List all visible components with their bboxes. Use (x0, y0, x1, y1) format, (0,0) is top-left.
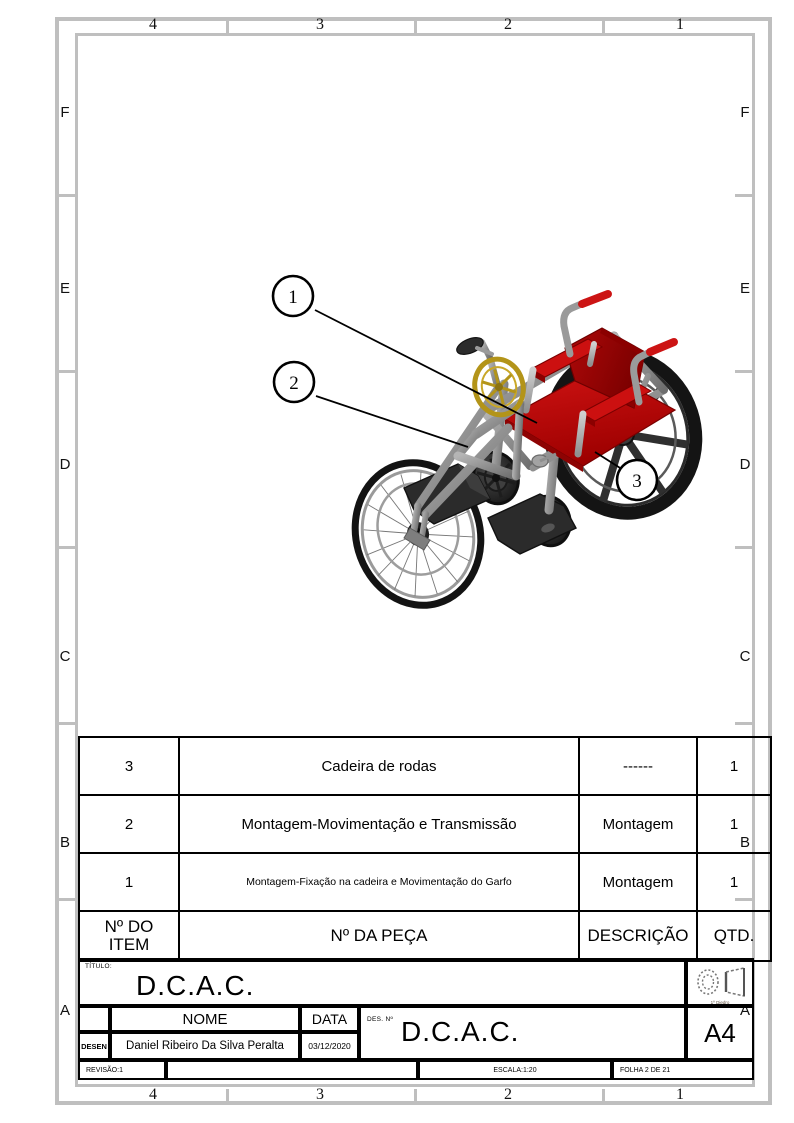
designer-date: 03/12/2020 (300, 1032, 359, 1060)
bom-part-number: Montagem-Fixação na cadeira e Movimentação do Garfo (179, 853, 579, 911)
balloon-label-3: 3 (632, 471, 642, 492)
balloon-leader-2 (274, 362, 468, 447)
table-header-row (79, 911, 771, 961)
bom-description: Montagem (579, 795, 697, 853)
drawing-view-area (78, 36, 752, 736)
bom-header-item-line2: ITEM (108, 935, 150, 954)
desen-label: DESEN (78, 1032, 110, 1060)
zone-label-1-top: 1 (676, 16, 684, 33)
revision-field: REVISÃO:1 (78, 1060, 166, 1080)
bom-header-item-line1: Nº DO (104, 917, 154, 937)
table-row (79, 737, 771, 795)
bom-quantity: 1 (697, 737, 771, 795)
zone-label-B-right: B (739, 834, 750, 851)
title-value: D.C.A.C. (136, 970, 255, 1001)
zone-label-A-left: A (59, 1002, 70, 1019)
projection-caption: 1º Diedro (710, 1000, 730, 1005)
bom-description: Montagem (579, 853, 697, 911)
zone-label-B-left: B (59, 834, 70, 851)
zone-divider (226, 17, 229, 33)
table-row (79, 853, 771, 911)
sheet-format-cell: A4 (686, 1006, 754, 1060)
zone-divider (602, 17, 605, 33)
sheet-number-field: FOLHA 2 DE 21 (612, 1060, 754, 1080)
zone-label-3-bottom: 3 (316, 1086, 324, 1103)
bom-header-qtd: QTD. (697, 911, 771, 961)
zone-divider (55, 898, 75, 901)
bom-header-desc: DESCRIÇÃO (579, 911, 697, 961)
zone-divider (414, 1089, 417, 1105)
bom-quantity: 1 (697, 795, 771, 853)
zone-label-4-top: 4 (149, 16, 157, 33)
zone-label-D-left: D (59, 456, 71, 473)
zone-label-D-right: D (739, 456, 751, 473)
title-field (78, 958, 686, 1006)
footer-blank-field (166, 1060, 418, 1080)
scale-field: ESCALA:1:20 (418, 1060, 612, 1080)
zone-label-C-right: C (739, 648, 751, 665)
zone-label-4-bottom: 4 (149, 1086, 157, 1103)
zone-label-1-bottom: 1 (676, 1086, 684, 1103)
drawing-number-label: DES. Nº (367, 1016, 394, 1023)
drawing-number-field (359, 1006, 686, 1060)
bom-quantity: 1 (697, 853, 771, 911)
zone-label-E-left: E (59, 280, 70, 297)
zone-label-2-bottom: 2 (504, 1086, 512, 1103)
balloon-label-2: 2 (289, 373, 299, 394)
wheelchair-isometric-view (78, 36, 752, 736)
designer-name: Daniel Ribeiro Da Silva Peralta (110, 1032, 300, 1060)
zone-label-E-right: E (739, 280, 750, 297)
bom-header-item (79, 911, 179, 961)
bom-item-number: 2 (79, 795, 179, 853)
nome-header: NOME (110, 1006, 300, 1032)
zone-label-C-left: C (59, 648, 71, 665)
bom-item-number: 3 (79, 737, 179, 795)
zone-divider (55, 722, 75, 725)
zone-divider (226, 1089, 229, 1105)
zone-divider (55, 194, 75, 197)
bom-item-number: 1 (79, 853, 179, 911)
zone-divider (602, 1089, 605, 1105)
drawing-number-value: D.C.A.C. (401, 1016, 520, 1047)
bom-part-number: Montagem-Movimentação e Transmissão (179, 795, 579, 853)
title-label: TÍTULO: (85, 963, 113, 970)
zone-label-F-left: F (60, 104, 70, 121)
bom-header-part: Nº DA PEÇA (179, 911, 579, 961)
projection-symbol-cell (686, 958, 754, 1006)
zone-label-3-top: 3 (316, 16, 324, 33)
bom-part-number: Cadeira de rodas (179, 737, 579, 795)
zone-label-A-right: A (739, 1002, 750, 1019)
zone-divider (55, 370, 75, 373)
table-row (79, 795, 771, 853)
zone-label-F-right: F (740, 104, 750, 121)
data-header: DATA (300, 1006, 359, 1032)
bill-of-materials-table (78, 736, 772, 962)
bom-description: ------ (579, 737, 697, 795)
zone-label-2-top: 2 (504, 16, 512, 33)
first-angle-projection-icon (694, 966, 750, 998)
zone-divider (55, 546, 75, 549)
title-block (78, 958, 754, 1086)
zone-divider (414, 17, 417, 33)
role-header-cell (78, 1006, 110, 1032)
balloon-label-1: 1 (288, 287, 298, 308)
